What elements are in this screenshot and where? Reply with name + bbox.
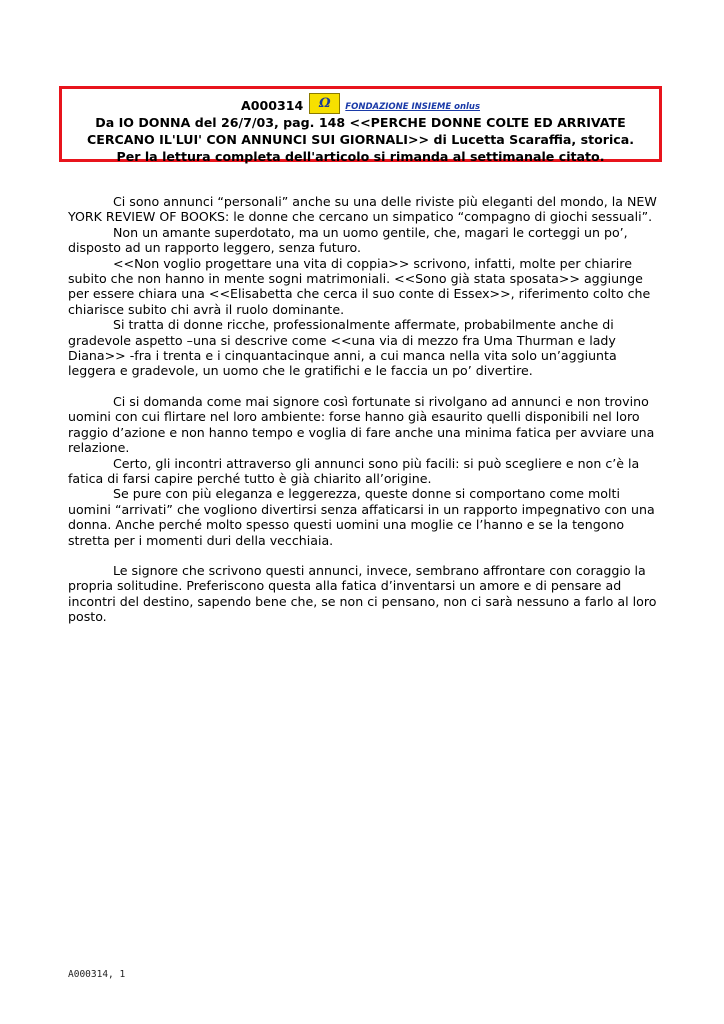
- foundation-link[interactable]: FONDAZIONE INSIEME onlus: [345, 102, 481, 112]
- paragraph-gap: [68, 379, 658, 394]
- paragraph-4: Si tratta di donne ricche, professionalmente affermate, probabilmente anche di gradevole aspetto –una si descrive come <<una via di mezzo fra Uma Thurman e lady Diana>> -fra i trenta e i cinquantacinque anni, a cui manca nella vita solo un’aggiunta leggera e gradevole, un uomo che le gratifichi e le faccia un po’ divertire.: [68, 317, 617, 379]
- paragraph-6: Certo, gli incontri attraverso gli annunci sono più facili: si può scegliere e non c’è la fatica di farsi capire perché tutto è già chiarito all’origine.: [68, 455, 640, 486]
- header-source-line: Da IO DONNA del 26/7/03, pag. 148 <<PERCHE DONNE COLTE ED ARRIVATE: [95, 115, 626, 130]
- foundation-logo-icon: [309, 93, 340, 114]
- article-header-box: [59, 86, 662, 162]
- paragraph-7: Se pure con più eleganza e leggerezza, queste donne si comportano come molti uomini “arrivati” che vogliono divertirsi senza affaticarsi in un rapporto impegnativo con una donna. Anche perché molto spesso questi uomini una moglie ce l’hanno e se la tengono stretta per i momenti duri della vecchiaia.: [68, 486, 655, 548]
- paragraph-1: Ci sono annunci “personali” anche su una delle riviste più eleganti del mondo, la NEW YORK REVIEW OF BOOKS: le donne che cercano un simpatico “compagno di giochi sessuali”.: [68, 194, 657, 225]
- header-title-line: CERCANO IL'LUI' CON ANNUNCI SUI GIORNALI>> di Lucetta Scaraffia, storica.: [86, 132, 635, 147]
- paragraph-2: Non un amante superdotato, ma un uomo gentile, che, magari le corteggi un po’, disposto ad un rapporto leggero, senza futuro.: [68, 224, 628, 256]
- paragraph-5: Ci si domanda come mai signore così fortunate si rivolgano ad annunci e non trovino uomini con cui flirtare nel loro ambiente: forse hanno già esaurito quelli disponibili nel loro raggio d’azione e non hanno tempo e voglia di fare anche una minima fatica per avviare una relazione.: [68, 393, 655, 456]
- paragraph-8: Le signore che scrivono questi annunci, invece, sembrano affrontare con coraggio la propria solitudine. Preferiscono questa alla fatica d’inventarsi un amore e di pensare ad incontri del destino, sapendo bene che, se non ci pensano, non ci sarà nessuno a farlo al loro posto.: [68, 562, 657, 625]
- header-line-code: [62, 93, 659, 114]
- paragraph-gap: [68, 548, 658, 563]
- logo-mark: Ω: [319, 96, 331, 111]
- header-note-line: Per la lettura completa dell'articolo si rimanda al settimanale citato.: [116, 149, 605, 164]
- article-body: [68, 194, 658, 625]
- paragraph-3: <<Non voglio progettare una vita di coppia>> scrivono, infatti, molte per chiarire subito che non hanno in mente sogni matrimoniali. <<Sono già stata sposata>> aggiunge per essere chiara una <<Elisabetta che cerca il suo conte di Essex>>, riferimento colto che chiarisce subito chi avrà il ruolo dominante.: [68, 255, 651, 317]
- page-footer: A000314, 1: [68, 969, 126, 980]
- document-code: A000314: [240, 98, 304, 113]
